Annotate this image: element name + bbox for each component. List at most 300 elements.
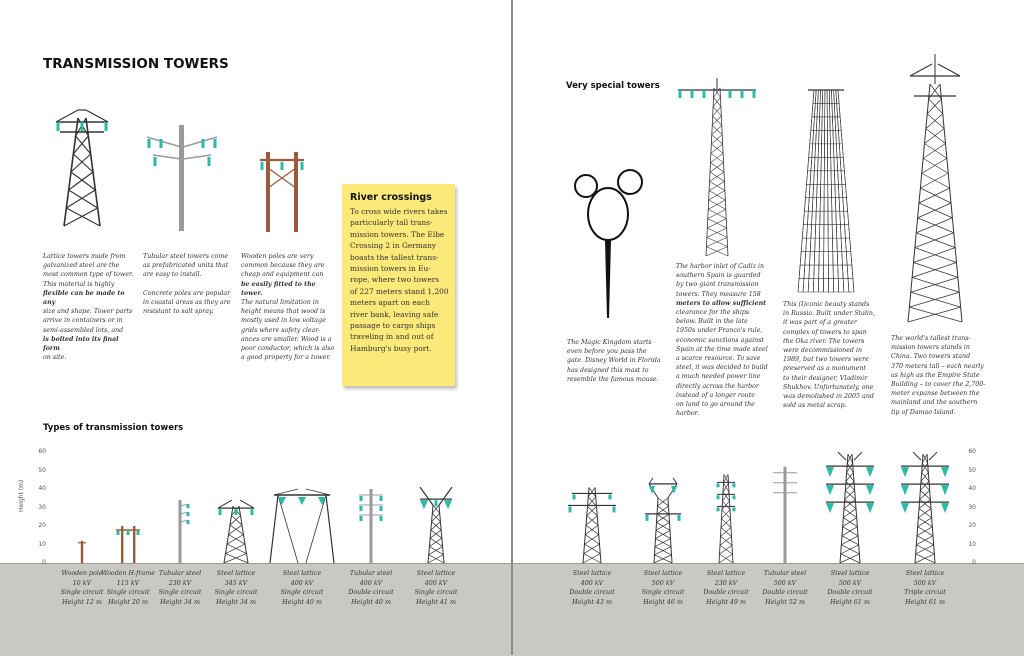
lattice-brace (921, 472, 928, 481)
caption-line: harbor. (676, 410, 699, 418)
caption-line: is bolted into its final form (43, 335, 119, 353)
tower-caption (630, 569, 696, 607)
insulator (360, 516, 363, 521)
tower-caption-line: 230 kV (714, 579, 738, 587)
lattice-brace (721, 519, 731, 528)
tower-caption (892, 569, 958, 607)
caption-line: mostly used in low voltage (241, 317, 326, 325)
insulator (360, 506, 363, 511)
y-tick-label: 30 (38, 503, 46, 511)
lattice-brace (918, 509, 931, 518)
caption-line: ances are smaller. Wood is a (241, 335, 332, 343)
insulator (826, 485, 834, 495)
lattice-brace (845, 490, 855, 499)
lattice-brace (920, 490, 930, 499)
insulator (219, 509, 222, 515)
tower-tubular-double (359, 489, 383, 563)
peak (673, 478, 677, 484)
caption-line: 370 meters tall – each nearly (891, 362, 984, 370)
lattice-brace (587, 506, 597, 515)
lattice-brace (843, 518, 857, 527)
lattice-brace (429, 538, 441, 546)
caption-line: a much needed power line (676, 373, 761, 381)
tower-caption-line: Height 46 m (643, 598, 683, 606)
lattice-brace (226, 554, 249, 563)
insulator (733, 507, 736, 511)
caption-line: as prefabricated units that (143, 262, 229, 270)
caption-line: This material is highly (43, 280, 115, 288)
insulator (235, 509, 238, 515)
tower-caption-line: Double circuit (827, 589, 873, 596)
insulator (826, 467, 834, 477)
tower-caption-line: Triple circuit (904, 589, 946, 596)
caption-line: The harbor inlet of Cadiz in (676, 263, 765, 270)
lattice-brace (224, 554, 247, 563)
caption-line: Building – to cover the 2,700- (891, 381, 986, 389)
caption-line: The Magic Kingdom starts (567, 339, 652, 346)
tower-lattice-double (568, 487, 616, 563)
caption-line: of 227 meters stand 1,200 (350, 286, 449, 296)
insulator (941, 503, 949, 513)
lattice-brace (585, 535, 599, 544)
insulator (380, 506, 383, 511)
lattice-brace (227, 535, 244, 544)
lattice-brace (845, 500, 856, 509)
tower-caption-line: 500 kV (838, 579, 862, 587)
lattice-brace (586, 516, 597, 525)
peak (838, 452, 846, 460)
caption-line: on site. (43, 354, 67, 362)
tower-caption-line: Height 34 m (160, 598, 200, 606)
caption-line: height means that wood is (241, 308, 326, 316)
tower-caption-line: Height 40 m (351, 598, 391, 606)
caption-line: directly across the harbor (676, 382, 759, 390)
insulator (941, 485, 949, 495)
tower-caption-line: 400 kV (290, 579, 314, 587)
insulator (717, 495, 720, 499)
portal-leg (278, 495, 298, 563)
caption-line: in Russia. Built under Stalin, (783, 310, 875, 318)
insulator (901, 503, 909, 513)
insulator (646, 515, 649, 521)
insulator (573, 494, 576, 499)
caption-line: even before you pass the (567, 348, 647, 356)
lattice-brace (583, 554, 600, 563)
caption-line: size and shape. Tower parts (43, 308, 133, 316)
caption-line: instead of a longer route (676, 391, 755, 399)
caption-line: the Oka river. The towers (783, 337, 865, 345)
tower-caption (693, 569, 759, 607)
lattice-brace (846, 472, 853, 481)
tower-caption-line: Height 43 m (572, 598, 612, 606)
lattice-brace (723, 501, 731, 510)
caption-line: mission towers. The Elbe (350, 229, 445, 239)
caption-line: grids where safety clear- (241, 326, 321, 334)
caption-line: preserved as a monument (783, 365, 866, 373)
tower-caption-line: 230 kV (168, 579, 192, 587)
caption-line: economic sanctions against (676, 336, 764, 344)
caption-line: southern Spain is guarded (676, 272, 761, 280)
crossarm-brace (218, 500, 232, 508)
tower-caption-line: Height 34 m (216, 598, 256, 606)
tower-caption-line: Height 61 m (905, 598, 945, 606)
caption-line: has designed this mast to (567, 366, 649, 374)
tower-lattice-narrow (717, 474, 736, 563)
lattice-brace (431, 522, 441, 530)
caption-line: meters apart on each (350, 298, 431, 308)
tower-caption-line: Height 12 m (62, 598, 102, 606)
insulator (717, 507, 720, 511)
lattice-brace (845, 490, 855, 499)
lattice-brace (230, 525, 244, 534)
lattice-brace (226, 544, 246, 553)
y-tick-label: 0 (42, 559, 46, 566)
caption-line: were decommissioned in (783, 347, 863, 355)
crossarm-brace (274, 489, 298, 495)
special-towers-title: Very special towers (566, 81, 660, 91)
caption-line: as high as the Empire State (891, 371, 980, 379)
tower-caption (559, 569, 625, 607)
y-tick-label: 0 (972, 559, 976, 566)
tower-caption-line: Height 49 m (706, 598, 746, 606)
tower-wood-pole (78, 541, 86, 563)
tower-caption-line: 400 kV (424, 579, 448, 587)
caption-line: complex of towers to span (783, 328, 867, 336)
tower-caption-line: Height 20 m (108, 598, 148, 606)
lattice-brace (432, 513, 440, 521)
insulator (420, 500, 428, 509)
tower-caption-line: Double circuit (762, 589, 808, 596)
tower-caption-line: 115 kV (116, 579, 140, 587)
peak (929, 452, 937, 460)
tower-caption-line: Steel lattice (216, 570, 256, 577)
lattice-brace (723, 492, 730, 501)
y-axis-label: Height (m) (18, 479, 25, 512)
lattice-brace (584, 554, 601, 563)
lattice-brace (918, 518, 932, 527)
insulator (866, 485, 874, 495)
insulator (733, 495, 736, 499)
lattice-brace (723, 492, 730, 501)
caption-line: semi-assembled lots, and (43, 326, 124, 334)
lattice-brace (844, 509, 857, 518)
caption-line: Crossing 2 in Germany (350, 241, 437, 251)
caption-line: tip of Damao Island. (891, 408, 956, 416)
tower-caption-line: 400 kV (359, 579, 383, 587)
lattice-brace (429, 546, 443, 554)
caption-line: steel, it was decided to build (676, 364, 768, 372)
lattice-brace (845, 481, 854, 490)
caption-line: Shukhov. Unfortunately, one (783, 383, 874, 391)
insulator (901, 485, 909, 495)
page-title: TRANSMISSION TOWERS (43, 56, 229, 72)
insulator (380, 496, 383, 501)
caption-line: mission towers in Eu- (350, 264, 431, 274)
tower-lattice-3arm (901, 452, 949, 563)
insulator (444, 500, 452, 509)
lattice-brace (432, 513, 440, 521)
caption-line: was demolished in 2005 and (783, 393, 874, 401)
y-tick-label: 10 (968, 540, 976, 548)
lattice-brace (429, 546, 443, 554)
caption-line: Spain at the time made steel (676, 345, 768, 353)
insulator (435, 500, 438, 506)
tubular-pole (784, 467, 787, 563)
tower-caption-line: Height 41 m (416, 598, 456, 606)
caption-line: common because they are (241, 262, 325, 270)
peak (913, 452, 921, 460)
tower-caption-line: Single circuit (414, 589, 458, 596)
caption-line: To cross wide rivers takes (350, 207, 448, 216)
tower-caption (338, 569, 404, 607)
caption-line: 1950s under Franco's rule, (676, 327, 763, 335)
insulator (613, 506, 616, 512)
caption-line: a good property for a tower. (241, 354, 331, 362)
caption-line: resistant to salt spray. (143, 308, 214, 316)
tower-caption-line: Wooden pole (61, 570, 103, 577)
tower-caption-line: 10 kV (72, 579, 92, 587)
portal-leg (326, 495, 334, 563)
lattice-brace (229, 525, 243, 534)
caption-line: resemble the famous mouse. (567, 375, 659, 383)
tower-lattice-portal (270, 489, 334, 563)
caption-line: particularly tall trans- (350, 218, 433, 228)
y-tick-label: 20 (38, 522, 46, 529)
lattice-brace (586, 525, 599, 534)
lattice-brace (920, 490, 930, 499)
lattice-brace (847, 472, 854, 481)
crossarm-brace (306, 489, 330, 495)
lattice-brace (919, 509, 932, 518)
caption-line: on land to go around the (676, 401, 755, 409)
insulator (733, 483, 736, 487)
tower-caption-line: Single circuit (641, 589, 685, 596)
caption-line: river bank, leaving safe (350, 309, 439, 319)
tower-tubular-tall (773, 467, 797, 563)
lattice-brace (585, 535, 599, 544)
caption-line: The natural limitation in (241, 299, 319, 307)
lattice-brace (844, 500, 855, 509)
insulator (941, 467, 949, 477)
caption-line: rope, where two towers (350, 275, 440, 285)
lattice-brace (584, 544, 600, 553)
lattice-brace (846, 481, 855, 490)
caption-line: Wooden poles are very (241, 253, 314, 260)
tower-caption-line: Double circuit (703, 589, 749, 596)
tower-caption-line: 400 kV (580, 579, 604, 587)
tower-caption (752, 569, 818, 607)
tower-caption-line: Tubular steel (349, 570, 393, 577)
caption-line: mainland and the southern (891, 399, 978, 407)
caption-line: boasts the tallest trans- (350, 252, 439, 262)
lattice-brace (585, 525, 598, 534)
note-title: River crossings (350, 192, 432, 203)
insulator (251, 509, 254, 515)
caption-line: most common type of tower. (43, 271, 134, 279)
lattice-brace (721, 528, 732, 537)
lattice-brace (920, 500, 931, 509)
insulator (901, 467, 909, 477)
insulator (717, 483, 720, 487)
lattice-brace (919, 500, 930, 509)
tower-caption-line: Single circuit (106, 589, 150, 596)
insulator (866, 503, 874, 513)
tower-caption-line: Single circuit (158, 589, 202, 596)
tower-caption-line: Steel lattice (416, 570, 456, 577)
caption-line: Lattice towers made from (43, 253, 126, 260)
caption-line: towers. They measure 158 (676, 290, 761, 298)
caption-line: mission towers stands in (891, 344, 970, 352)
tower-lattice-3arm (826, 452, 874, 563)
y-tick-label: 50 (968, 466, 976, 474)
caption-line: sold as metal scrap. (783, 402, 847, 410)
tower-caption-line: Tubular steel (158, 570, 202, 577)
y-tick-label: 50 (38, 466, 46, 474)
insulator (187, 512, 190, 516)
caption-line: This (I)conic beauty stands (783, 301, 870, 308)
tower-caption-line: 500 kV (651, 579, 675, 587)
insulator (298, 497, 306, 505)
tower-caption-line: Tubular steel (763, 570, 807, 577)
tower-caption-line: Wooden H-frame (101, 570, 155, 577)
caption-line: it was part of a greater (783, 319, 857, 327)
caption-line: cheap and equipment can (241, 271, 324, 279)
tower-caption (817, 569, 883, 607)
tower-caption-line: Steel lattice (706, 570, 746, 577)
tower-caption-line: Steel lattice (572, 570, 612, 577)
insulator (117, 531, 120, 535)
peak (854, 452, 862, 460)
caption-line: are easy to install. (143, 271, 202, 279)
types-title: Types of transmission towers (43, 423, 184, 433)
insulator (360, 496, 363, 501)
tower-caption-line: Steel lattice (282, 570, 322, 577)
caption-line: passage to cargo ships (350, 321, 436, 331)
tower-caption-line: Steel lattice (643, 570, 683, 577)
caption-line: Hamburg's busy port. (350, 343, 432, 353)
tower-tubular-single (179, 500, 190, 563)
peak (649, 478, 653, 484)
insulator (609, 494, 612, 499)
tubular-pole (179, 500, 182, 563)
tower-caption-line: Double circuit (569, 589, 615, 596)
caption-line: in coastal areas as they are (143, 299, 231, 307)
tower-lattice-wide (218, 500, 254, 563)
tower-caption-line: Height 61 m (830, 598, 870, 606)
caption-line: below. Built in the late (676, 318, 748, 326)
caption-line: 1989, but two towers were (783, 356, 869, 364)
insulator (318, 497, 326, 505)
lattice-brace (722, 510, 731, 519)
insulator (137, 531, 140, 535)
caption-line: to their designer, Vladimir (783, 374, 868, 382)
tower-caption-line: Single circuit (60, 589, 104, 596)
lattice-brace (843, 509, 856, 518)
tower-caption-line: Single circuit (214, 589, 258, 596)
caption-line: arrive in containers or in (43, 317, 123, 325)
caption-line: meter expanse between the (891, 390, 980, 398)
insulator (380, 516, 383, 521)
caption-line: Concrete poles are popular (143, 289, 231, 297)
y-tick-label: 30 (968, 503, 976, 511)
caption-line: poor conductor, which is also (241, 345, 335, 353)
tower-caption-line: Double circuit (348, 589, 394, 596)
insulator (826, 503, 834, 513)
insulator (678, 515, 681, 521)
tower-caption-line: 500 kV (773, 579, 797, 587)
portal-leg (306, 495, 326, 563)
lattice-brace (229, 535, 246, 544)
lattice-brace (587, 516, 598, 525)
insulator (866, 467, 874, 477)
lattice-brace (430, 530, 441, 538)
lattice-brace (722, 510, 731, 519)
lattice-brace (585, 544, 601, 553)
lattice-brace (430, 538, 442, 546)
lattice-brace (588, 506, 598, 515)
tower-caption (203, 569, 269, 607)
crossarm-brace (240, 500, 254, 508)
portal-leg (270, 495, 278, 563)
lattice-brace (227, 544, 247, 553)
caption-line: a scarce resource. To save (676, 355, 761, 363)
caption-line: galvanized steel are the (43, 262, 120, 270)
lattice-brace (721, 528, 732, 537)
y-tick-label: 20 (968, 522, 976, 529)
insulator (187, 504, 190, 508)
caption-line: gate. Disney World in Florida (567, 357, 661, 365)
y-tick-label: 40 (968, 485, 976, 492)
lattice-brace (920, 481, 929, 490)
lattice-brace (722, 519, 732, 528)
lattice-brace (431, 530, 442, 538)
y-tick-label: 60 (38, 448, 46, 455)
wood-pole (133, 526, 135, 563)
tower-caption-line: Steel lattice (905, 570, 945, 577)
tower-caption-line: Height 40 m (282, 598, 322, 606)
caption-line: Tubular steel towers come (143, 253, 229, 260)
tower-wood-h (116, 526, 140, 563)
tower-caption-line: 500 kV (913, 579, 937, 587)
tower-caption (403, 569, 469, 607)
caption-line: China. Two towers stand (891, 353, 971, 361)
caption-line: The world's tallest trans- (891, 335, 971, 342)
lattice-brace (918, 518, 932, 527)
insulator (569, 506, 572, 512)
tower-caption-line: Height 52 m (765, 598, 805, 606)
caption-line: be easily fitted to the tower. (241, 280, 316, 297)
y-tick-label: 40 (38, 485, 46, 492)
caption-line: clearance for the ships (676, 309, 750, 317)
lattice-brace (843, 518, 857, 527)
caption-line: by two giant transmission (676, 281, 759, 289)
wood-pole (121, 526, 123, 563)
lattice-brace (922, 472, 929, 481)
y-tick-label: 10 (38, 540, 46, 548)
insulator (187, 520, 190, 524)
tower-caption (269, 569, 335, 607)
insulator (127, 531, 130, 535)
tower-caption-line: Steel lattice (830, 570, 870, 577)
y-tick-label: 60 (968, 448, 976, 455)
tower-lattice-cat (645, 478, 681, 563)
insulator (278, 497, 286, 505)
tower-caption-line: 345 kV (224, 579, 248, 587)
caption-line: meters to allow sufficient (676, 299, 767, 307)
tower-lattice-y (420, 487, 452, 563)
lattice-brace (722, 501, 730, 510)
lattice-brace (432, 522, 442, 530)
